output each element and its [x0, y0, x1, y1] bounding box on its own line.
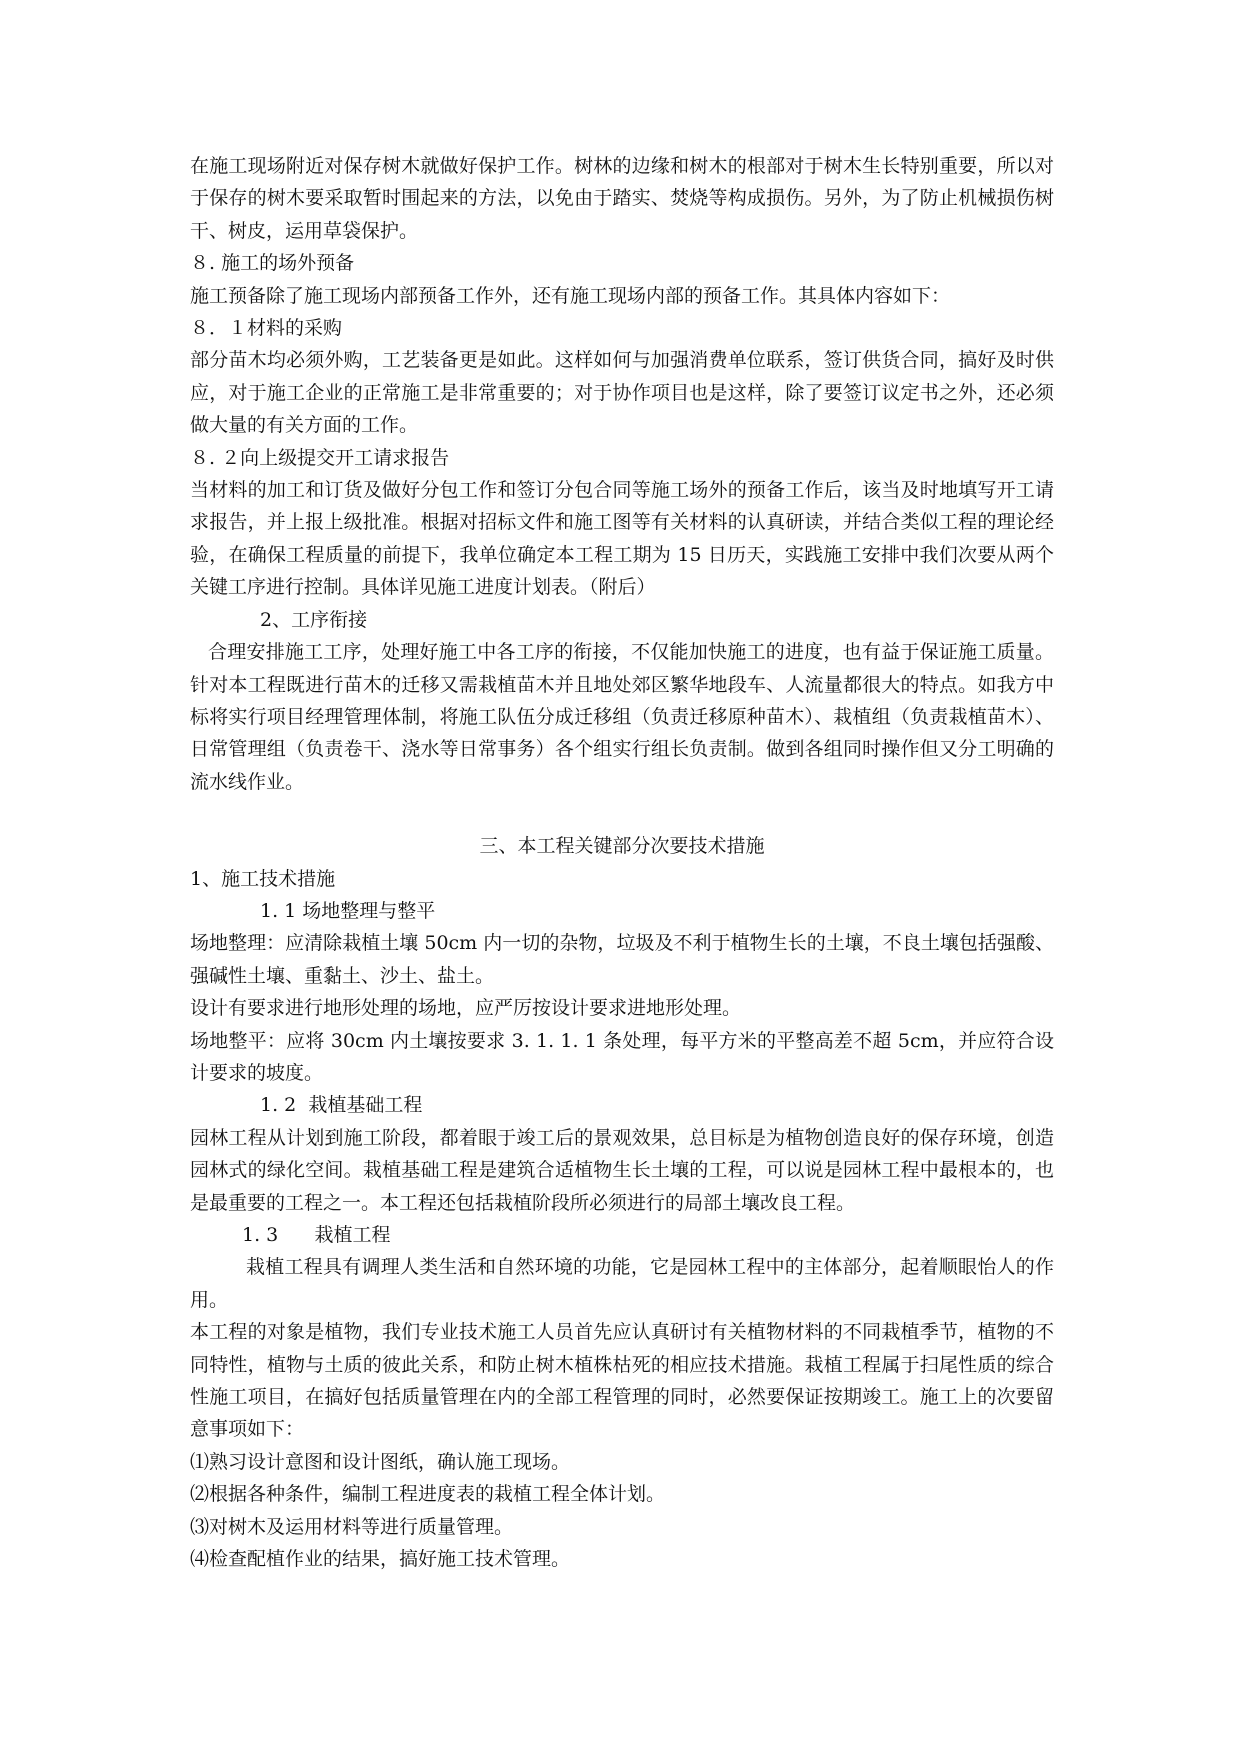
paragraph-tree-protection: 在施工现场附近对保存树木就做好保护工作。树林的边缘和树木的根部对于树木生长特别重要，所以对于保存的树木要采取暂时围起来的方法，以免由于踏实、焚烧等构成损伤。另外，为了防止机械损伤树干、树皮，运用草袋保护。 [190, 155, 1054, 242]
notes-list [190, 1446, 1054, 1576]
heading-8: ８. 施工的场外预备 [190, 252, 355, 275]
paragraph-site-clearing: 场地整理：应清除栽植土壤 50cm 内一切的杂物，垃圾及不利于植物生长的土壤，不良土壤包括强酸、强碱性土壤、重黏土、沙土、盐土。 [190, 932, 1054, 987]
heading-1-2: 1. 2 栽植基础工程 [260, 1094, 423, 1117]
paragraph-terrain: 设计有要求进行地形处理的场地，应严厉按设计要求进地形处理。 [190, 997, 742, 1020]
paragraph-start-report: 当材料的加工和订货及做好分包工作和签订分包合同等施工场外的预备工作后，该当及时地填写开工请求报告，并上报上级批准。根据对招标文件和施工图等有关材料的认真研读，并结合类似工程的理论经验，在确保工程质量的前提下，我单位确定本工程工期为 15 日历天，实践施工安排中我们次要从两个关键工序进行控制。具体详见施工进度计划表。（附后） [190, 479, 1054, 599]
paragraph-prep: 施工预备除了施工现场内部预备工作外，还有施工现场内部的预备工作。其具体内容如下： [190, 284, 951, 307]
heading-1: 1、施工技术措施 [190, 867, 336, 890]
heading-2: 2、工序衔接 [260, 608, 368, 631]
paragraph-foundation: 园林工程从计划到施工阶段，都着眼于竣工后的景观效果，总目标是为植物创造良好的保存环境，创造园林式的绿化空间。栽植基础工程是建筑合适植物生长土壤的工程，可以说是园林工程中最根本的，也是最重要的工程之一。本工程还包括栽植阶段所必须进行的局部土壤改良工程。 [190, 1126, 1054, 1214]
list-item: ⑵根据各种条件，编制工程进度表的栽植工程全体计划。 [190, 1483, 666, 1506]
list-item: ⑴熟习设计意图和设计图纸，确认施工现场。 [190, 1450, 571, 1473]
paragraph-process: 合理安排施工工序，处理好施工中各工序的衔接，不仅能加快施工的进度，也有益于保证施工质量。针对本工程既进行苗木的迁移又需栽植苗木并且地处郊区繁华地段车、人流量都很大的特点。如我方中标将实行项目经理管理体制，将施工队伍分成迁移组（负责迁移原种苗木）、栽植组（负责栽植苗木）、日常管理组（负责卷干、浇水等日常事务）各个组实行组长负责制。做到各组同时操作但又分工明确的流水线作业。 [190, 641, 1054, 793]
list-item: ⑷检查配植作业的结果，搞好施工技术管理。 [190, 1548, 571, 1571]
list-item: ⑶对树木及运用材料等进行质量管理。 [190, 1515, 514, 1538]
spacer [190, 798, 1054, 830]
heading-1-3: 1. 3 栽植工程 [242, 1224, 391, 1246]
paragraph-site-leveling: 场地整平：应将 30cm 内土壤按要求 3. 1. 1. 1 条处理，每平方米的平整高差不超 5cm，并应符合设计要求的坡度。 [190, 1029, 1054, 1084]
heading-8-1: ８．１材料的采购 [190, 317, 343, 340]
heading-8-2: ８. ２向上级提交开工请求报告 [190, 446, 450, 469]
paragraph-planting-object: 本工程的对象是植物，我们专业技术施工人员首先应认真研讨有关植物材料的不同栽植季节，植物的不同特性，植物与土质的彼此关系，和防止树木植株枯死的相应技术措施。栽植工程属于扫尾性质的综合性施工项目，在搞好包括质量管理在内的全部工程管理的同时，必然要保证按期竣工。施工上的次要留意事项如下： [190, 1321, 1054, 1441]
section-title: 三、本工程关键部分次要技术措施 [479, 835, 765, 858]
paragraph-planting: 栽植工程具有调理人类生活和自然环境的功能，它是园林工程中的主体部分，起着顺眼怡人的作用。 [190, 1256, 1054, 1311]
heading-1-1: 1. 1 场地整理与整平 [260, 899, 436, 922]
paragraph-procurement: 部分苗木均必须外购，工艺装备更是如此。这样如何与加强消费单位联系，签订供货合同，搞好及时供应，对于施工企业的正常施工是非常重要的；对于协作项目也是这样，除了要签订议定书之外，还必须做大量的有关方面的工作。 [190, 349, 1054, 437]
document-body [190, 150, 1054, 1575]
